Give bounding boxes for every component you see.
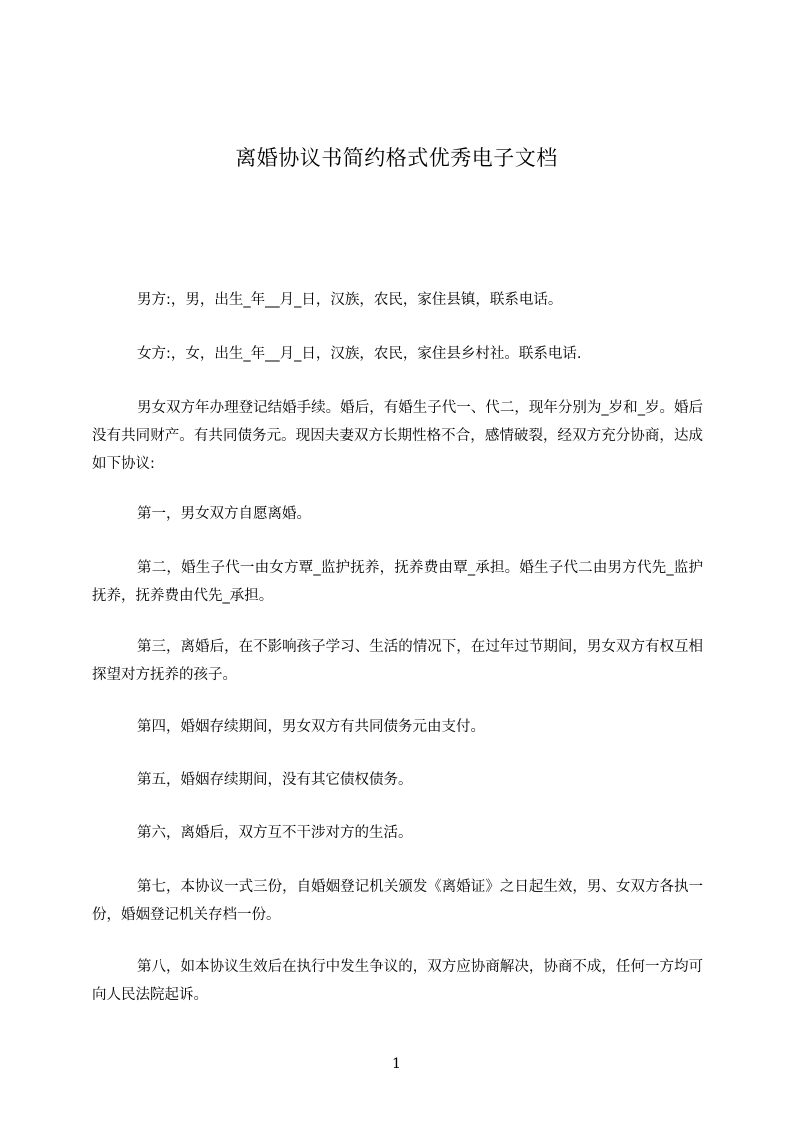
- paragraph-background: 男女双方年办理登记结婚手续。婚后，有婚生子代一、代二，现年分别为_岁和_岁。婚后没有共同财产。有共同债务元。现因夫妻双方长期性格不合，感情破裂，经双方充分协商，达成如下协议:: [92, 400, 703, 472]
- paragraph-article-5: 第五，婚姻存续期间，没有其它债权债务。: [137, 772, 413, 788]
- paragraph-female-party: 女方:，女，出生_年__月_日，汉族，农民，家住县乡村社。联系电话.: [137, 346, 582, 362]
- paragraph-article-3: 第三，离婚后，在不影响孩子学习、生活的情况下，在过年过节期间，男女双方有权互相探望对方抚养的孩子。: [92, 639, 703, 683]
- page-title: 离婚协议书简约格式优秀电子文档: [235, 146, 558, 170]
- paragraph-male-party: 男方:，男，出生_年__月_日，汉族，农民，家住县镇，联系电话。: [137, 292, 563, 308]
- paragraph-article-4: 第四，婚姻存续期间，男女双方有共同债务元由支付。: [137, 719, 485, 735]
- paragraph-article-2: 第二，婚生子代一由女方覃_监护抚养，抚养费由覃_承担。婚生子代二由男方代先_监护抚养，抚养费由代先_承担。: [92, 560, 703, 604]
- paragraph-article-7: 第七，本协议一式三份，自婚姻登记机关颁发《离婚证》之日起生效，男、女双方各执一份，婚姻登记机关存档一份。: [92, 879, 703, 923]
- paragraph-article-1: 第一，男女双方自愿离婚。: [137, 506, 311, 522]
- paragraph-article-6: 第六，离婚后，双方互不干涉对方的生活。: [137, 825, 413, 841]
- paragraph-article-8: 第八，如本协议生效后在执行中发生争议的，双方应协商解决，协商不成，任何一方均可向人民法院起诉。: [92, 959, 703, 1003]
- page-number: 1: [392, 1056, 401, 1072]
